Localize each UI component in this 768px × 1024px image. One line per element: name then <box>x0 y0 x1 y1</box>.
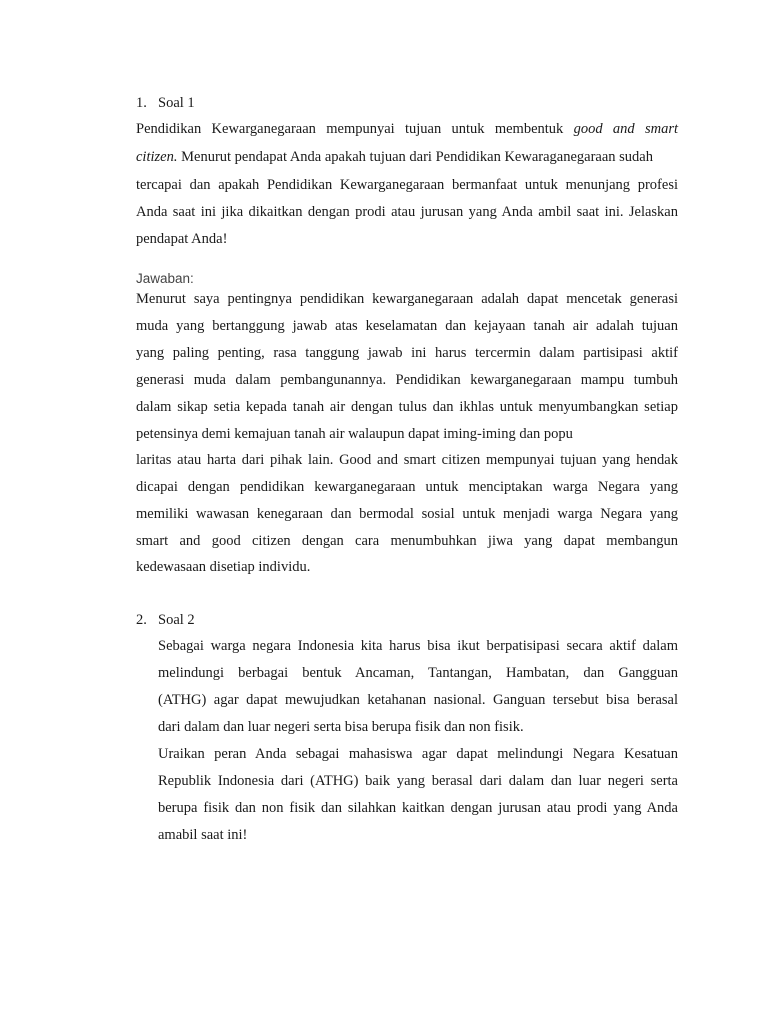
jawaban-line: yang paling penting, rasa tanggung jawab ini harus tercermin dalam partisipasi aktif <box>136 345 678 361</box>
soal2-line: Republik Indonesia dari (ATHG) baik yang berasal dari dalam dan luar negeri serta <box>158 773 678 789</box>
soal1-line: citizen. Menurut pendapat Anda apakah tujuan dari Pendidikan Kewaraganegaraan sudah <box>136 149 653 165</box>
jawaban-line: kedewasaan disetiap individu. <box>136 559 311 575</box>
jawaban-line: generasi muda dalam pembangunannya. Pendidikan kewarganegaraan mampu tumbuh <box>136 372 678 388</box>
jawaban-line: muda yang bertanggung jawab atas keselamatan dan kejayaan tanah air adalah tujuan <box>136 318 678 334</box>
soal1-line: Anda saat ini jika dikaitkan dengan prodi atau jurusan yang Anda ambil saat ini. Jelaskan <box>136 204 678 220</box>
soal1-line: tercapai dan apakah Pendidikan Kewarganegaraan bermanfaat untuk menunjang profesi <box>136 177 678 193</box>
jawaban-line: dicapai dengan pendidikan kewarganegaraan untuk menciptakan warga Negara yang <box>136 479 678 495</box>
soal2-line: berupa fisik dan non fisik dan silahkan kaitkan dengan jurusan atau prodi yang Anda <box>158 800 678 816</box>
soal1-number: 1. <box>136 95 147 111</box>
soal2-number: 2. <box>136 612 147 628</box>
soal1-line: pendapat Anda! <box>136 231 228 247</box>
soal2-line: melindungi berbagai bentuk Ancaman, Tantangan, Hambatan, dan Gangguan <box>158 665 678 681</box>
jawaban-line: smart and good citizen dengan cara menumbuhkan jiwa yang dapat membangun <box>136 533 678 549</box>
jawaban-line: laritas atau harta dari pihak lain. Good and smart citizen mempunyai tujuan yang hendak <box>136 452 678 468</box>
soal1-title: Soal 1 <box>158 95 195 111</box>
jawaban-label: Jawaban: <box>136 271 194 286</box>
jawaban-line: petensinya demi kemajuan tanah air walaupun dapat iming-iming dan popu <box>136 426 573 442</box>
soal2-line: amabil saat ini! <box>158 827 248 843</box>
soal2-line: dari dalam dan luar negeri serta bisa berupa fisik dan non fisik. <box>158 719 524 735</box>
soal1-line: Pendidikan Kewarganegaraan mempunyai tujuan untuk membentuk good and smart <box>136 121 678 137</box>
soal2-line: Uraikan peran Anda sebagai mahasiswa agar dapat melindungi Negara Kesatuan <box>158 746 678 762</box>
jawaban-line: dalam sikap setia kepada tanah air dengan tulus dan ikhlas untuk menyumbangkan setiap <box>136 399 678 415</box>
soal2-title: Soal 2 <box>158 612 195 628</box>
soal2-line: (ATHG) agar dapat mewujudkan ketahanan nasional. Ganguan tersebut bisa berasal <box>158 692 678 708</box>
jawaban-line: memiliki wawasan kenegaraan dan bermodal sosial untuk menjadi warga Negara yang <box>136 506 678 522</box>
jawaban-line: Menurut saya pentingnya pendidikan kewarganegaraan adalah dapat mencetak generasi <box>136 291 678 307</box>
soal2-line: Sebagai warga negara Indonesia kita harus bisa ikut berpatisipasi secara aktif dalam <box>158 638 678 654</box>
